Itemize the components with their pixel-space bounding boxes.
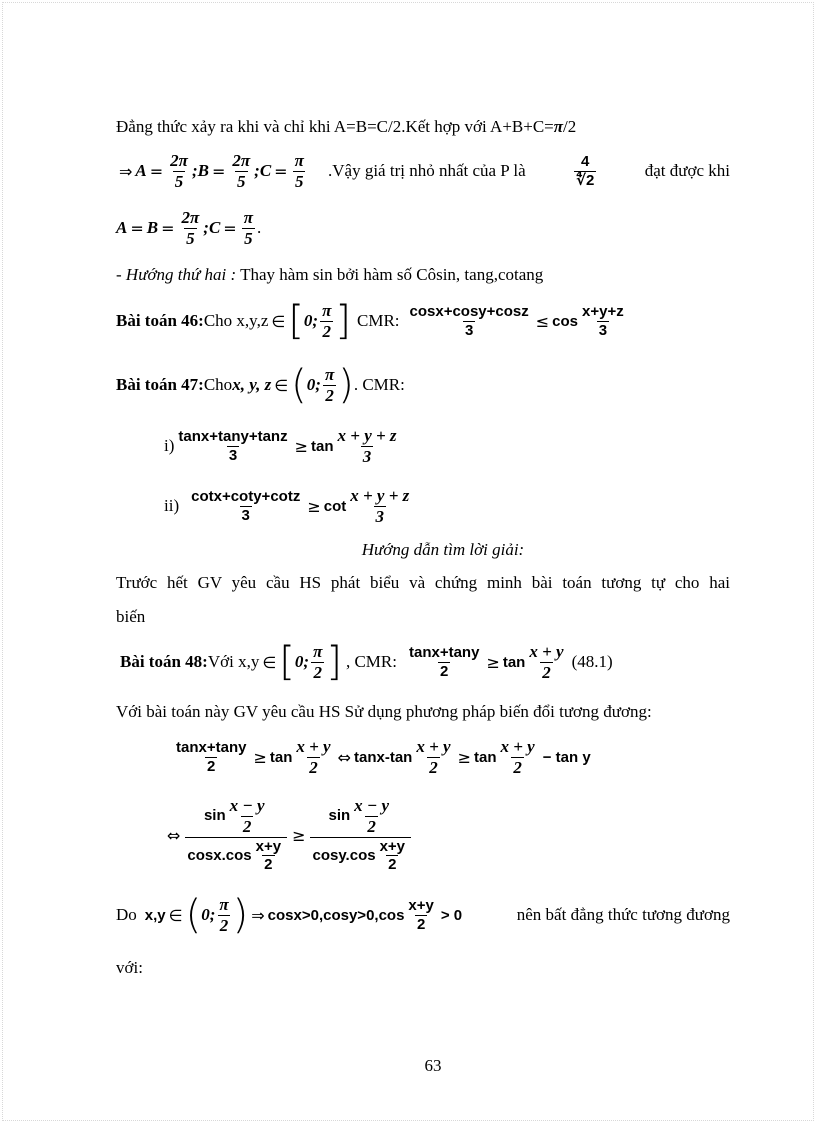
paragraph-intro: Trước hết GV yêu cầu HS phát biểu và chứng minh bài toán tương tự cho hai xyxy=(116,573,730,592)
paragraph-method: Với bài toán này GV yêu cầu HS Sử dụng phương pháp biến đổi tương đương: xyxy=(116,702,652,721)
problem-47-part-ii: ii) $\frac{\cot x+\cot y+\cot z}{3}$ ≥ cot $\frac{x + y + z}{3}$ xyxy=(164,485,410,526)
do-line: Do x,y ∈ ( 0; $\frac{\pi}{2}$ ) ⇒ cosx>0,cosy>0,cos $\frac{x+y}{2}$ > 0 nên bất đẳng thức tương đương xyxy=(116,892,730,938)
guide-heading: Hướng dẫn tìm lời giải: xyxy=(361,540,525,559)
problem-48: Bài toán 48: Với x,y ∈ [ 0; $\frac{\pi}{2}$ ] , CMR: $\frac{\tan x+\tan y}{2}$ ≥ tan $\frac{x + y}{2}$ (48.1) xyxy=(120,639,613,685)
equation-transform-2: ⇔ sin $\frac{x - y}{2}$ cosx.cos $\frac{x+y}{2}$ ≥ sin $\frac{x - y}{2}$ cosy.cos $\frac{x+y}{2}$ xyxy=(164,790,413,880)
result-text: .Vậy giá trị nhỏ nhất của P là $\frac{4}{∜2}$ đạt được khi xyxy=(328,152,730,189)
result-line-2: A = B = $\frac{2\pi}{5}$ ; C = $\frac{\pi}{5}$ . xyxy=(116,207,262,248)
problem-46: Bài toán 46: Cho x,y,z ∈ [ 0; $\frac{\pi}{2}$ ] CMR: $\frac{\cos x+\cos y+\cos z}{3}$ ≤ cos $\frac{x+y+z}{3}$ xyxy=(116,298,624,344)
problem-47-part-i: i) $\frac{\tan x+\tan y+\tan z}{3}$ ≥ tan $\frac{x + y + z}{3}$ xyxy=(164,425,397,466)
hint-second-direction: - Hướng thứ hai : Thay hàm sin bởi hàm số Côsin, tang,cotang xyxy=(116,265,544,284)
result-line: ⇒ A = $\frac{2\pi}{5}$ ; B = $\frac{2\pi}{5}$ ; C = $\frac{\pi}{5}$ xyxy=(119,150,304,191)
problem-47: Bài toán 47: Cho x, y, z ∈ ( 0; $\frac{\pi}{2}$ ) . CMR: xyxy=(116,362,405,408)
text-line-equality-condition: Đẳng thức xảy ra khi và chỉ khi A=B=C/2.Kết hợp với A+B+C=π/2 xyxy=(116,117,577,136)
page-number: 63 xyxy=(424,1056,442,1075)
text-voi: với: xyxy=(116,958,143,977)
paragraph-intro-end: biến xyxy=(116,607,146,626)
equation-transform-1: $\frac{\tan x+\tan y}{2}$ ≥ tan $\frac{x + y}{2}$ ⇔ tanx-tan $\frac{x + y}{2}$ ≥ tan $\frac{x + y}{2}$ − tan y xyxy=(176,736,591,777)
